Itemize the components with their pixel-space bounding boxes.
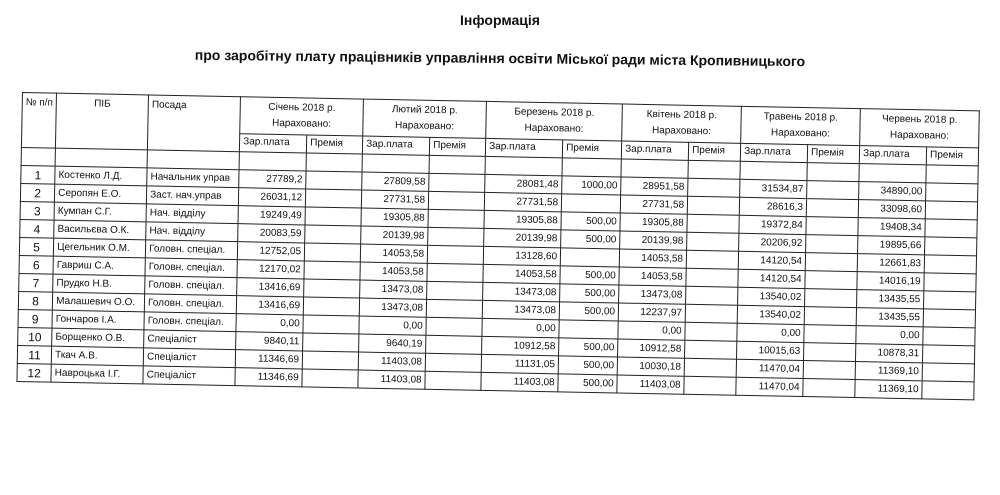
bonus-cell: 500,00 [558, 356, 617, 375]
row-number: 4 [20, 219, 54, 238]
salary-cell: 13473,08 [483, 282, 560, 301]
bonus-cell [428, 227, 484, 246]
bonus-cell [560, 248, 619, 267]
salary-cell: 11403,08 [358, 352, 425, 371]
salary-cell: 13435,55 [856, 308, 923, 327]
bonus-cell: 500,00 [559, 338, 618, 357]
salary-cell: 0,00 [236, 314, 303, 333]
row-number: 3 [20, 201, 54, 220]
bonus-cell: 500,00 [560, 284, 619, 303]
salary-table-sheet [16, 92, 980, 400]
salary-cell: 11403,08 [481, 372, 558, 391]
salary-cell: 11403,08 [617, 375, 684, 394]
salary-cell: 10912,58 [618, 339, 685, 358]
bonus-cell [425, 371, 481, 390]
salary-cell: 14120,54 [738, 251, 805, 270]
bonus-cell: 500,00 [558, 374, 617, 393]
bonus-cell [428, 191, 484, 210]
salary-cell: 0,00 [482, 318, 559, 337]
header-salary: Зар.плата [362, 136, 429, 155]
bonus-cell [924, 291, 976, 310]
bonus-cell [805, 271, 857, 290]
salary-cell: 14053,58 [360, 244, 427, 263]
bonus-cell [923, 345, 975, 364]
employee-position: Головн. спеціал. [145, 240, 237, 260]
header-bonus: Премія [307, 135, 363, 154]
row-number: 8 [18, 291, 52, 310]
salary-cell: 11403,08 [358, 370, 425, 389]
header-salary: Зар.плата [485, 138, 562, 157]
salary-cell: 34890,00 [859, 182, 926, 201]
bonus-cell [804, 307, 856, 326]
bonus-cell [684, 376, 736, 395]
salary-cell: 20206,92 [739, 233, 806, 252]
bonus-cell [687, 232, 739, 251]
salary-cell: 27731,58 [620, 195, 687, 214]
table-body [17, 165, 978, 399]
salary-cell: 13473,08 [360, 280, 427, 299]
bonus-cell [302, 369, 358, 388]
salary-cell: 14053,58 [619, 267, 686, 286]
employee-position: Заст. нач.управ [146, 186, 238, 206]
salary-cell: 11369,10 [855, 362, 922, 381]
bonus-cell [303, 315, 359, 334]
row-number: 11 [17, 345, 51, 364]
bonus-cell [687, 196, 739, 215]
salary-cell: 13435,55 [857, 290, 924, 309]
salary-cell: 28616,3 [739, 197, 806, 216]
salary-cell: 9840,11 [236, 332, 303, 351]
header-salary: Зар.плата [740, 143, 807, 162]
salary-cell: 14053,58 [483, 264, 560, 283]
salary-cell: 33098,60 [858, 200, 925, 219]
salary-cell: 28951,58 [621, 177, 688, 196]
salary-cell: 9640,19 [359, 334, 426, 353]
employee-name: Васильєва О.К. [54, 220, 146, 240]
bonus-cell [559, 320, 618, 339]
header-salary: Зар.плата [240, 134, 307, 153]
row-number: 1 [21, 165, 55, 184]
employee-name: Гавриш С.А. [53, 256, 145, 276]
row-number: 10 [18, 327, 52, 346]
row-number: 9 [18, 309, 52, 328]
bonus-cell [806, 235, 858, 254]
employee-position: Спеціаліст [144, 330, 236, 350]
employee-position: Спеціаліст [143, 366, 235, 386]
salary-cell: 14120,54 [738, 269, 805, 288]
employee-name: Костенко Л.Д. [55, 166, 147, 186]
salary-cell: 19305,88 [620, 213, 687, 232]
header-month: Червень 2018 р. Нараховано: [860, 109, 980, 148]
bonus-cell [426, 299, 482, 318]
header-salary: Зар.плата [621, 141, 688, 160]
bonus-cell [303, 297, 359, 316]
salary-cell: 31534,87 [740, 179, 807, 198]
bonus-cell [805, 289, 857, 308]
salary-cell: 27731,58 [484, 192, 561, 211]
salary-cell: 0,00 [618, 321, 685, 340]
employee-position: Нач. відділу [146, 222, 238, 242]
bonus-cell [686, 268, 738, 287]
bonus-cell [427, 263, 483, 282]
bonus-cell [805, 253, 857, 272]
salary-table [16, 92, 980, 400]
salary-cell: 10912,58 [482, 336, 559, 355]
salary-cell: 13540,02 [738, 287, 805, 306]
document-subtitle: про заробітну плату працівників управління освіти Міської ради міста Кропивницького [194, 46, 806, 70]
header-bonus: Премія [926, 147, 978, 166]
bonus-cell: 500,00 [561, 230, 620, 249]
bonus-cell [426, 335, 482, 354]
bonus-cell [803, 379, 855, 398]
employee-name: Борщенко О.В. [52, 328, 144, 348]
document-title: Інформація [460, 12, 540, 28]
row-number: 5 [19, 237, 53, 256]
salary-cell: 13416,69 [236, 296, 303, 315]
bonus-cell [427, 245, 483, 264]
bonus-cell [302, 351, 358, 370]
bonus-cell [429, 173, 485, 192]
bonus-cell [426, 317, 482, 336]
salary-cell: 20139,98 [361, 226, 428, 245]
bonus-cell: 500,00 [559, 302, 618, 321]
bonus-cell [925, 237, 977, 256]
employee-name: Навроцька І.Г. [51, 364, 143, 384]
salary-cell: 26031,12 [238, 188, 305, 207]
row-number: 7 [19, 273, 53, 292]
salary-cell: 14053,58 [360, 262, 427, 281]
bonus-cell [685, 340, 737, 359]
row-number: 6 [19, 255, 53, 274]
salary-cell: 27731,58 [361, 190, 428, 209]
salary-cell: 28081,48 [485, 174, 562, 193]
employee-position: Головн. спеціал. [144, 312, 236, 332]
salary-cell: 13416,69 [237, 278, 304, 297]
salary-cell: 19249,49 [238, 206, 305, 225]
salary-cell: 14016,19 [857, 272, 924, 291]
header-month: Березень 2018 р. Нараховано: [486, 101, 623, 141]
salary-cell: 12661,83 [857, 254, 924, 273]
salary-cell: 27809,58 [362, 172, 429, 191]
bonus-cell [922, 381, 974, 400]
salary-cell: 12752,05 [237, 242, 304, 261]
salary-cell: 19305,88 [484, 210, 561, 229]
salary-cell: 0,00 [359, 316, 426, 335]
bonus-cell [685, 322, 737, 341]
salary-cell: 19372,84 [739, 215, 806, 234]
bonus-cell [803, 361, 855, 380]
salary-cell: 14053,58 [619, 249, 686, 268]
salary-cell: 20139,98 [620, 231, 687, 250]
header-month: Лютий 2018 р. Нараховано: [363, 99, 487, 138]
salary-cell: 19895,66 [858, 236, 925, 255]
header-position: Посада [148, 95, 241, 152]
salary-cell: 13473,08 [359, 298, 426, 317]
employee-name: Ткач А.В. [51, 346, 143, 366]
bonus-cell [804, 325, 856, 344]
row-number: 2 [20, 183, 54, 202]
bonus-cell [684, 358, 736, 377]
header-bonus: Премія [562, 140, 621, 159]
salary-cell: 13473,08 [482, 300, 559, 319]
employee-name: Кумпан С.Г. [54, 202, 146, 222]
salary-cell: 11369,10 [855, 380, 922, 399]
salary-cell: 19408,34 [858, 218, 925, 237]
row-number: 12 [17, 363, 51, 382]
bonus-cell [306, 171, 362, 190]
bonus-cell [926, 183, 978, 202]
employee-name: Гончаров І.А. [52, 310, 144, 330]
employee-position: Нач. відділу [146, 204, 238, 224]
salary-cell: 11346,69 [235, 368, 302, 387]
bonus-cell [425, 353, 481, 372]
salary-cell: 11346,69 [235, 350, 302, 369]
salary-cell: 10015,63 [737, 341, 804, 360]
employee-name: Цегельник О.М. [53, 238, 145, 258]
salary-cell: 20139,98 [484, 228, 561, 247]
salary-cell: 20083,59 [238, 224, 305, 243]
salary-cell: 13128,60 [483, 246, 560, 265]
bonus-cell [304, 243, 360, 262]
salary-cell: 0,00 [737, 323, 804, 342]
bonus-cell [924, 273, 976, 292]
header-number: № п/п [21, 93, 56, 149]
bonus-cell [305, 225, 361, 244]
bonus-cell [924, 255, 976, 274]
bonus-cell: 500,00 [560, 266, 619, 285]
salary-cell: 10030,18 [617, 357, 684, 376]
salary-cell: 11470,04 [736, 377, 803, 396]
bonus-cell [305, 189, 361, 208]
bonus-cell [305, 207, 361, 226]
bonus-cell [428, 209, 484, 228]
employee-position: Головн. спеціал. [145, 276, 237, 296]
bonus-cell [686, 250, 738, 269]
bonus-cell [304, 279, 360, 298]
salary-cell: 11470,04 [736, 359, 803, 378]
bonus-cell [807, 181, 859, 200]
bonus-cell [561, 194, 620, 213]
salary-cell: 11131,05 [481, 354, 558, 373]
salary-cell: 12237,97 [618, 303, 685, 322]
bonus-cell [303, 333, 359, 352]
employee-position: Спеціаліст [143, 348, 235, 368]
header-bonus: Премія [429, 137, 485, 156]
employee-name: Прудко Н.В. [53, 274, 145, 294]
bonus-cell [925, 219, 977, 238]
bonus-cell [923, 327, 975, 346]
header-month: Квітень 2018 р. Нараховано: [622, 104, 742, 143]
employee-position: Головн. спеціал. [144, 294, 236, 314]
header-month: Січень 2018 р. Нараховано: [240, 97, 364, 136]
salary-cell: 0,00 [856, 326, 923, 345]
employee-name: Серопян Е.О. [55, 184, 147, 204]
bonus-cell [687, 214, 739, 233]
bonus-cell [685, 304, 737, 323]
header-bonus: Премія [807, 145, 859, 164]
salary-cell: 19305,88 [361, 208, 428, 227]
header-month: Травень 2018 р. Нараховано: [741, 106, 861, 145]
header-name: ПІБ [56, 93, 149, 150]
bonus-cell [427, 281, 483, 300]
bonus-cell [925, 201, 977, 220]
salary-cell: 27789,2 [239, 170, 306, 189]
bonus-cell [806, 199, 858, 218]
header-salary: Зар.плата [859, 146, 926, 165]
employee-name: Малашевич О.О. [52, 292, 144, 312]
salary-cell: 12170,02 [237, 260, 304, 279]
salary-cell: 13540,02 [737, 305, 804, 324]
bonus-cell [304, 261, 360, 280]
header-bonus: Премія [688, 142, 740, 161]
salary-cell: 13473,08 [619, 285, 686, 304]
bonus-cell: 1000,00 [562, 176, 621, 195]
bonus-cell [804, 343, 856, 362]
bonus-cell [806, 217, 858, 236]
salary-cell: 10878,31 [856, 344, 923, 363]
employee-position: Головн. спеціал. [145, 258, 237, 278]
bonus-cell [686, 286, 738, 305]
bonus-cell [922, 363, 974, 382]
employee-position: Начальник управ [147, 168, 239, 188]
bonus-cell: 500,00 [561, 212, 620, 231]
bonus-cell [688, 178, 740, 197]
bonus-cell [923, 309, 975, 328]
